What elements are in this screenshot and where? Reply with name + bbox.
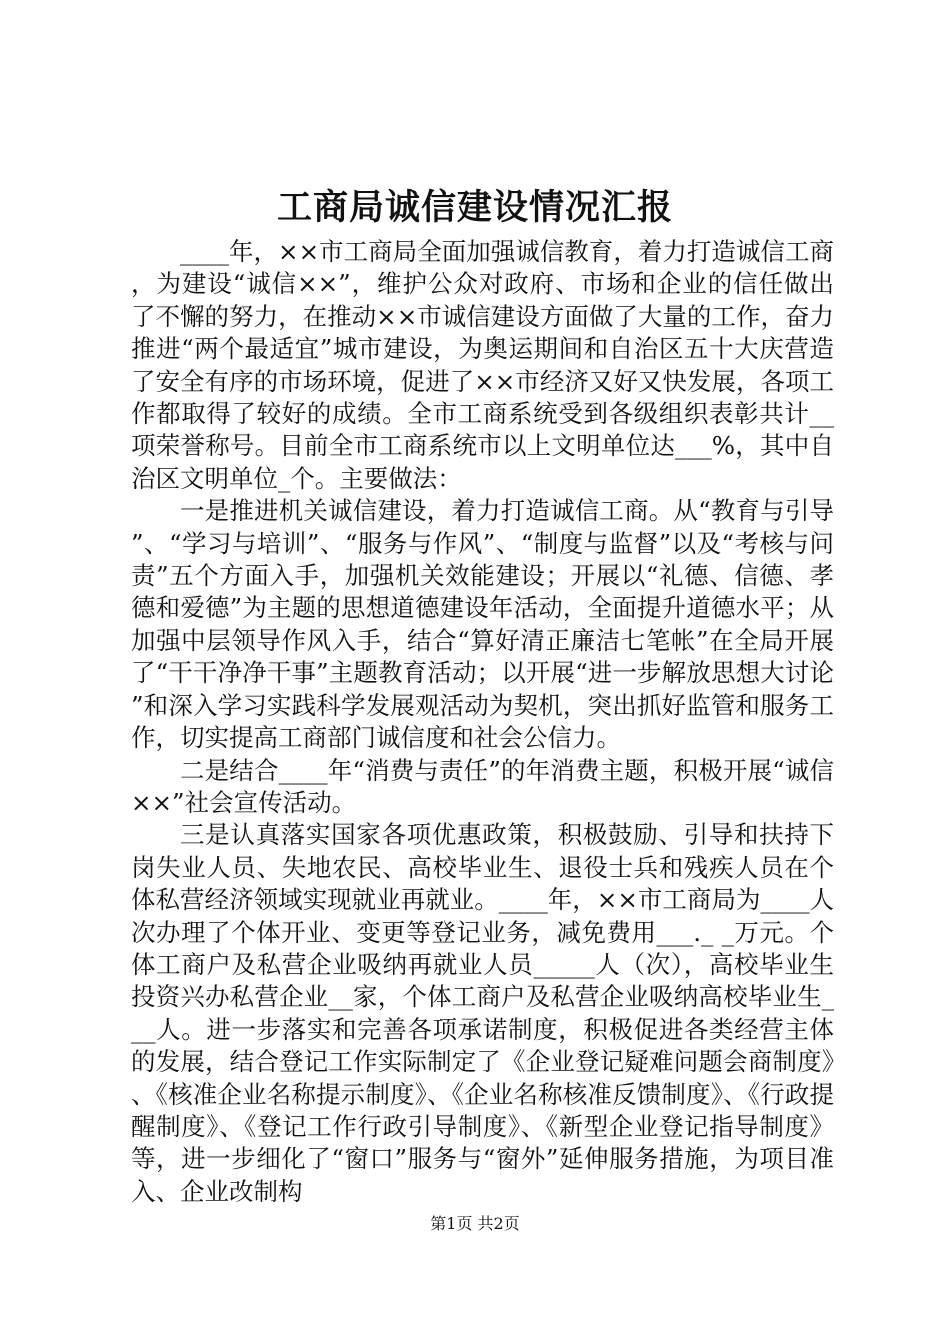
document-body — [131, 236, 834, 1208]
page-number-footer: 第1页 共2页 — [430, 1214, 520, 1233]
paragraph-point-two: 二是结合____年“消费与责任”的年消费主题，积极开展“诚信××”社会宣传活动。 — [131, 755, 834, 817]
paragraph-point-one: 一是推进机关诚信建设，着力打造诚信工商。从“教育与引导”、“学习与培训”、“服务与作风”、“制度与监督”以及“考核与问责”五个方面入手，加强机关效能建设；开展以“礼德、信德、孝德和爱德”为主题的思想道德建设年活动，全面提升道德水平；从加强中层领导作风入手，结合“算好清正廉洁七笔帐”在全局开展了“干干净净干事”主题教育活动；以开展“进一步解放思想大讨论”和深入学习实践科学发展观活动为契机，突出抓好监管和服务工作，切实提高工商部门诚信度和社会公信力。 — [131, 496, 834, 753]
paragraph-intro: ____年，××市工商局全面加强诚信教育，着力打造诚信工商，为建设“诚信××”，维护公众对政府、市场和企业的信任做出了不懈的努力，在推动××市诚信建设方面做了大量的工作，奋力推进“两个最适宜”城市建设，为奥运期间和自治区五十大庆营造了安全有序的市场环境，促进了××市经济又好又快发展，各项工作都取得了较好的成绩。全市工商系统受到各级组织表彰共计__项荣誉称号。目前全市工商系统市以上文明单位达___%，其中自治区文明单位_个。主要做法： — [131, 237, 834, 493]
document-title: 工商局诚信建设情况汇报 — [276, 187, 673, 228]
paragraph-point-three: 三是认真落实国家各项优惠政策，积极鼓励、引导和扶持下岗失业人员、失地农民、高校毕业生、退役士兵和残疾人员在个体私营经济领域实现就业再就业。____年，××市工商局为____人次办理了个体开业、变更等登记业务，减免费用___._ _万元。个体工商户及私营企业吸纳再就业人员_____人（次），高校毕业生投资兴办私营企业__家，个体工商户及私营企业吸纳高校毕业生___人。进一步落实和完善各项承诺制度，积极促进各类经营主体的发展，结合登记工作实际制定了《企业登记疑难问题会商制度》、《核准企业名称提示制度》、《企业名称核准反馈制度》、《行政提醒制度》、《登记工作行政引导制度》、《新型企业登记指导制度》等，进一步细化了“窗口”服务与“窗外”延伸服务措施，为项目准入、企业改制构 — [131, 820, 834, 1206]
